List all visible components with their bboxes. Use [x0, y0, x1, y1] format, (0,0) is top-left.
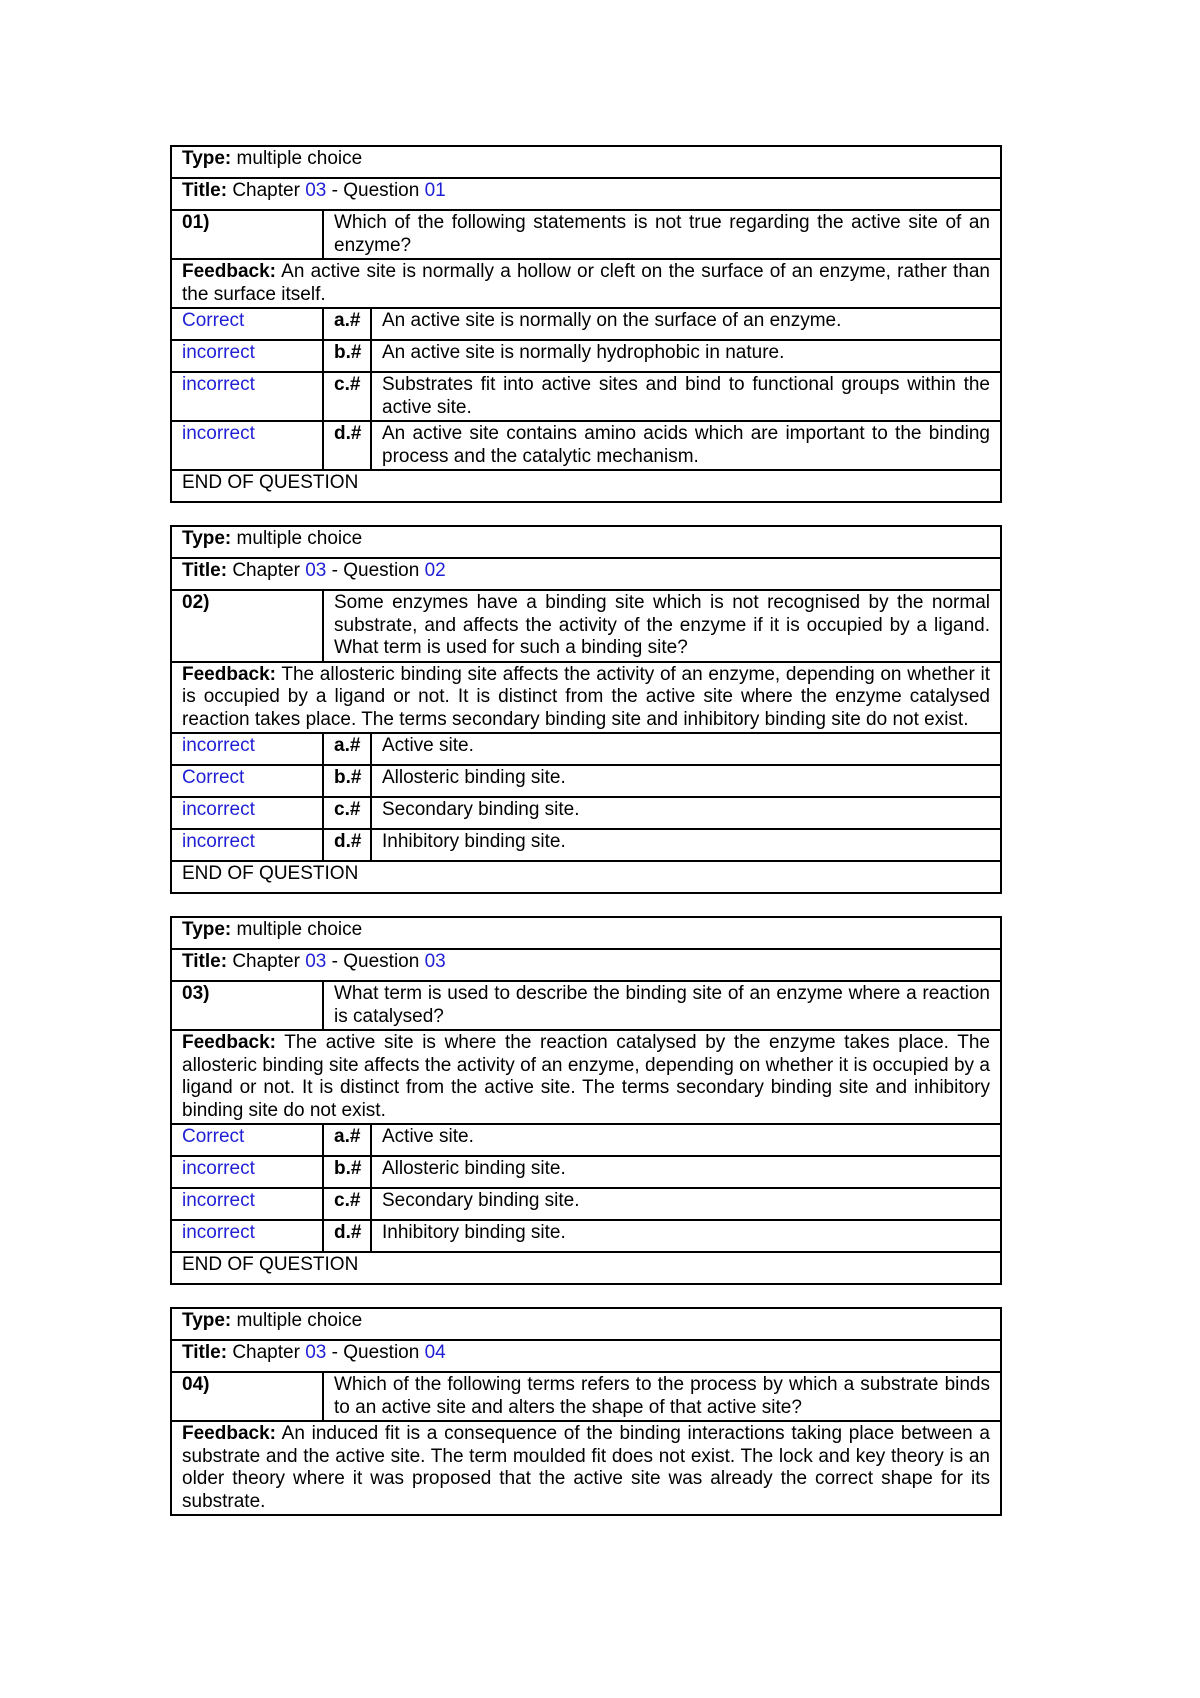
feedback-text: An active site is normally a hollow or cleft on the surface of an enzyme, rather than the surface itself. [182, 261, 990, 305]
end-of-question: END OF QUESTION [171, 1252, 1001, 1284]
feedback-row [171, 1030, 1001, 1124]
chapter-prefix: Chapter [232, 560, 300, 581]
type-value: multiple choice [236, 919, 363, 940]
answer-row [171, 340, 1001, 372]
question-document [170, 145, 1002, 1538]
answer-status: incorrect [171, 372, 323, 421]
question-text: Which of the following statements is not true regarding the active site of an enzyme? [323, 210, 1001, 259]
answer-text: Secondary binding site. [371, 797, 1001, 829]
question-number-label: 01) [171, 210, 323, 259]
end-of-question: END OF QUESTION [171, 470, 1001, 502]
answer-status: incorrect [171, 1220, 323, 1252]
feedback-label: Feedback: [182, 1423, 276, 1444]
question-table [170, 1307, 1002, 1516]
answer-text: Allosteric binding site. [371, 765, 1001, 797]
question-number: 01 [424, 180, 446, 201]
chapter-number: 03 [305, 1342, 327, 1363]
type-label: Type: [182, 528, 232, 549]
chapter-prefix: Chapter [232, 180, 300, 201]
title-label: Title: [182, 951, 228, 972]
title-row [171, 949, 1001, 981]
answer-text: Inhibitory binding site. [371, 829, 1001, 861]
feedback-label: Feedback: [182, 663, 276, 685]
answer-row [171, 1188, 1001, 1220]
answer-row [171, 733, 1001, 765]
answer-letter: d.# [323, 421, 371, 470]
question-number-label: 04) [171, 1372, 323, 1421]
answer-row [171, 1220, 1001, 1252]
answer-letter: c.# [323, 1188, 371, 1220]
question-table [170, 916, 1002, 1285]
title-label: Title: [182, 560, 228, 581]
answer-status: Correct [171, 1124, 323, 1156]
answer-letter: b.# [323, 765, 371, 797]
type-label: Type: [182, 919, 232, 940]
answer-status: Correct [171, 308, 323, 340]
answer-status: incorrect [171, 1188, 323, 1220]
title-label: Title: [182, 1342, 228, 1363]
chapter-number: 03 [305, 951, 327, 972]
chapter-number: 03 [305, 180, 327, 201]
question-number: 03 [424, 951, 446, 972]
feedback-row [171, 662, 1001, 734]
chapter-prefix: Chapter [232, 951, 300, 972]
answer-text: An active site contains amino acids which are important to the binding process and the catalytic mechanism. [371, 421, 1001, 470]
answer-status: incorrect [171, 797, 323, 829]
question-number-label: 03) [171, 981, 323, 1030]
feedback-label: Feedback: [182, 261, 276, 282]
question-prefix: - Question [331, 180, 420, 201]
answer-text: Inhibitory binding site. [371, 1220, 1001, 1252]
answer-text: An active site is normally hydrophobic in nature. [371, 340, 1001, 372]
question-prefix: - Question [331, 951, 420, 972]
answer-letter: a.# [323, 733, 371, 765]
feedback-text: An induced fit is a consequence of the binding interactions taking place between a substrate and the active site. The term moulded fit does not exist. The lock and key theory is an older theory where it was proposed that the active site was already the correct shape for its substrate. [182, 1423, 990, 1512]
answer-status: Correct [171, 765, 323, 797]
answer-text: Allosteric binding site. [371, 1156, 1001, 1188]
chapter-number: 03 [305, 560, 327, 581]
title-row [171, 1340, 1001, 1372]
title-row [171, 558, 1001, 590]
answer-letter: a.# [323, 1124, 371, 1156]
answer-row [171, 308, 1001, 340]
answer-letter: d.# [323, 1220, 371, 1252]
answer-row [171, 797, 1001, 829]
question-prefix: - Question [331, 560, 420, 581]
type-value: multiple choice [236, 148, 363, 169]
feedback-text: The allosteric binding site affects the activity of an enzyme, depending on whether it is occupied by a ligand or not. It is distinct from the active site where the enzyme catalysed reaction takes place. The terms secondary binding site and inhibitory binding site do not exist. [182, 663, 991, 730]
title-label: Title: [182, 180, 228, 201]
feedback-row [171, 259, 1001, 308]
feedback-text: The active site is where the reaction catalysed by the enzyme takes place. The allosteric binding site affects the activity of an enzyme, depending on whether it is occupied by a ligand or not. It is distinct from the active site. The terms secondary binding site and inhibitory binding site do not exist. [182, 1032, 990, 1121]
answer-text: An active site is normally on the surface of an enzyme. [371, 308, 1001, 340]
answer-letter: c.# [323, 797, 371, 829]
answer-row [171, 372, 1001, 421]
title-row [171, 178, 1001, 210]
answer-letter: a.# [323, 308, 371, 340]
answer-letter: c.# [323, 372, 371, 421]
answer-row [171, 1156, 1001, 1188]
question-text: Which of the following terms refers to the process by which a substrate binds to an active site and alters the shape of that active site? [323, 1372, 1001, 1421]
answer-status: incorrect [171, 340, 323, 372]
answer-status: incorrect [171, 829, 323, 861]
chapter-prefix: Chapter [232, 1342, 300, 1363]
type-row [171, 917, 1001, 949]
type-value: multiple choice [236, 528, 363, 549]
answer-status: incorrect [171, 421, 323, 470]
type-row [171, 1308, 1001, 1340]
answer-letter: b.# [323, 1156, 371, 1188]
type-row [171, 526, 1001, 558]
answer-letter: d.# [323, 829, 371, 861]
end-of-question: END OF QUESTION [171, 861, 1001, 893]
answer-text: Active site. [371, 733, 1001, 765]
type-row [171, 146, 1001, 178]
question-text: Some enzymes have a binding site which is not recognised by the normal substrate, and affects the activity of the enzyme if it is occupied by a ligand. What term is used for such a binding site? [323, 590, 1001, 662]
question-number: 02 [424, 560, 446, 581]
feedback-label: Feedback: [182, 1032, 276, 1053]
answer-row [171, 829, 1001, 861]
question-prefix: - Question [331, 1342, 420, 1363]
question-number-label: 02) [171, 590, 323, 662]
answer-text: Active site. [371, 1124, 1001, 1156]
answer-row [171, 765, 1001, 797]
feedback-row [171, 1421, 1001, 1515]
answer-row [171, 1124, 1001, 1156]
answer-text: Substrates fit into active sites and bind to functional groups within the active site. [371, 372, 1001, 421]
answer-row [171, 421, 1001, 470]
type-label: Type: [182, 148, 232, 169]
type-label: Type: [182, 1310, 232, 1331]
type-value: multiple choice [236, 1310, 363, 1331]
question-table [170, 525, 1002, 894]
question-text: What term is used to describe the binding site of an enzyme where a reaction is catalysed? [323, 981, 1001, 1030]
answer-text: Secondary binding site. [371, 1188, 1001, 1220]
answer-letter: b.# [323, 340, 371, 372]
question-number: 04 [424, 1342, 446, 1363]
answer-status: incorrect [171, 733, 323, 765]
question-table [170, 145, 1002, 503]
answer-status: incorrect [171, 1156, 323, 1188]
